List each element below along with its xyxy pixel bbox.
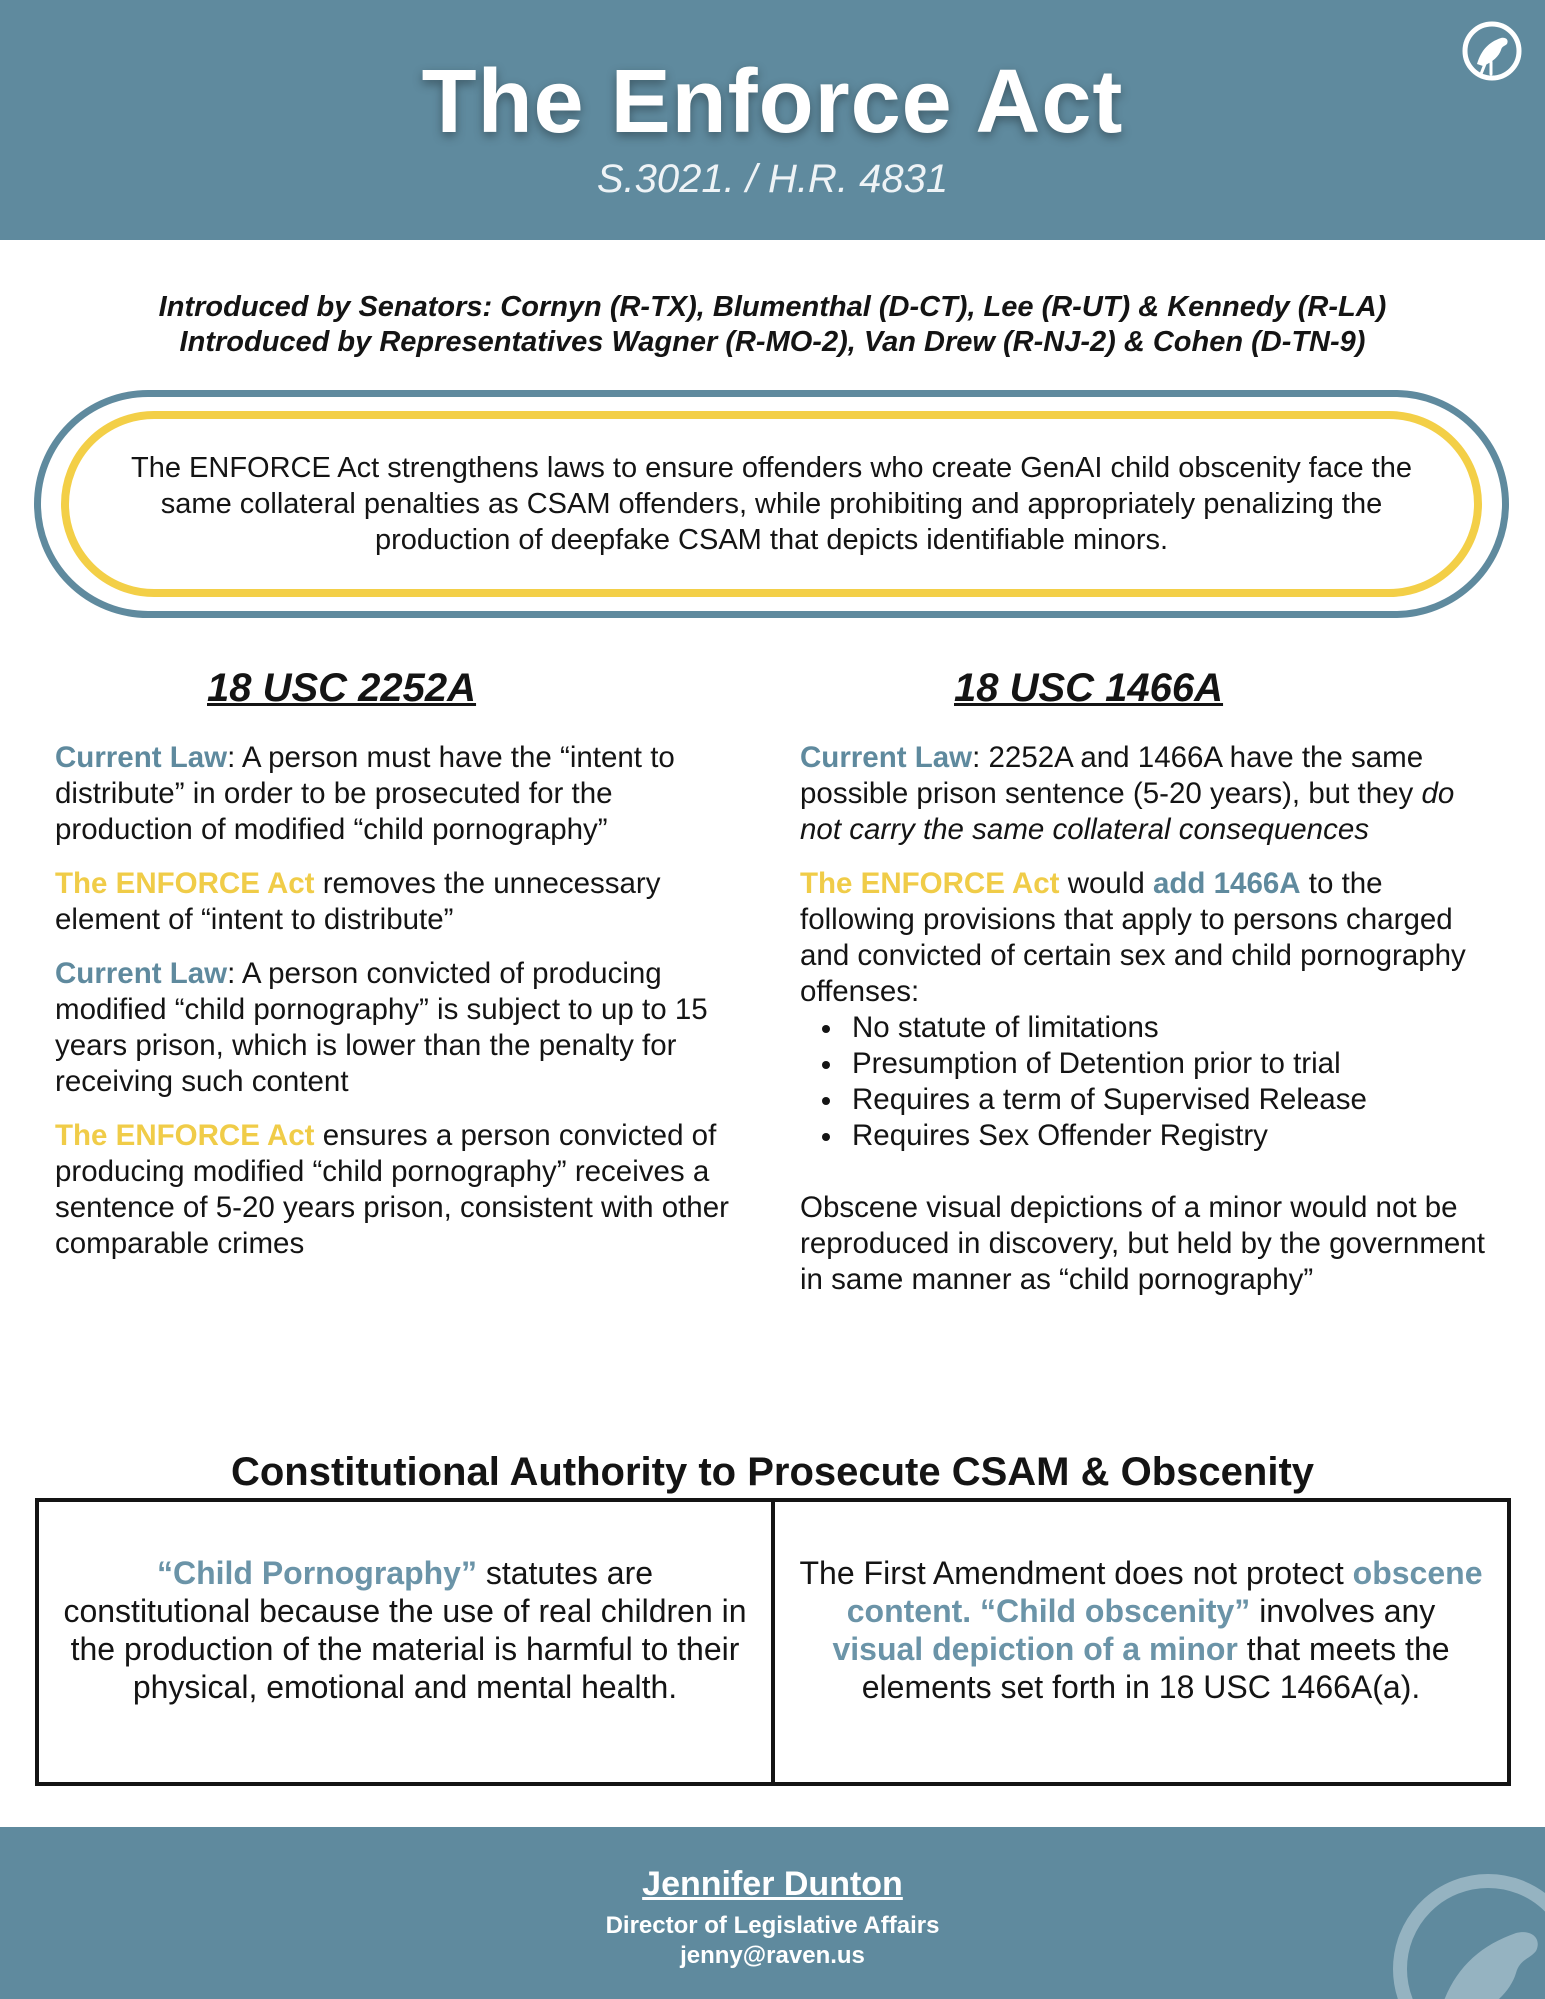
constitutional-authority-table: [35, 1498, 1511, 1786]
child-pornography-cell: [39, 1502, 771, 1782]
first-amendment-text: [799, 1554, 1483, 1706]
enforce-act-label: The ENFORCE Act: [55, 1119, 315, 1152]
sponsors: [0, 290, 1545, 360]
child-pornography-emphasis: “Child Pornography”: [156, 1555, 477, 1591]
list-item: No statute of limitations: [852, 1010, 1500, 1046]
provisions-list: [800, 1010, 1500, 1154]
contact-role: Director of Legislative Affairs: [605, 1912, 940, 1939]
add-1466a-emphasis: add 1466A: [1153, 867, 1301, 900]
right-p2-mid: would: [1059, 867, 1153, 900]
summary-text: The ENFORCE Act strengthens laws to ensure offenders who create GenAI child obscenity face the same collateral penalties as CSAM offenders, while prohibiting and appropriately penalizing the production of deepfake CSAM that depicts identifiable minors.: [131, 452, 1412, 556]
right-current-law: [800, 740, 1500, 848]
left-p4-text: ensures a person convicted of producing modified “child pornography” receives a sentence of 5-20 years prison, consistent with other comparable crimes: [55, 1119, 729, 1260]
left-p2-text: removes the unnecessary element of “intent to distribute”: [55, 867, 661, 936]
left-p1-text: : A person must have the “intent to distribute” in order to be prosecuted for the production of modified “child pornography”: [55, 741, 675, 846]
left-current-law-1: [55, 740, 755, 848]
right-p1-italic: do not carry the same collateral consequences: [800, 777, 1455, 846]
first-amendment-body-1: The First Amendment does not protect: [799, 1555, 1353, 1591]
page-footer: [0, 1827, 1545, 1999]
left-column-heading: 18 USC 2252A: [207, 666, 477, 710]
senators-line: Introduced by Senators: Cornyn (R-TX), Blumenthal (D-CT), Lee (R-UT) & Kennedy (R-LA): [158, 291, 1387, 323]
representatives-line: Introduced by Representatives Wagner (R-MO-2), Van Drew (R-NJ-2) & Cohen (D-TN-9): [179, 326, 1366, 358]
summary-inner-box: [61, 411, 1482, 597]
first-amendment-body-2: involves any: [1250, 1593, 1436, 1629]
visual-depiction-emphasis: visual depiction of a minor: [832, 1631, 1238, 1667]
list-item: Presumption of Detention prior to trial: [852, 1046, 1500, 1082]
right-column: [800, 662, 1500, 1298]
right-enforce: [800, 866, 1500, 1010]
left-enforce-1: [55, 866, 755, 938]
right-discovery-text: Obscene visual depictions of a minor would not be reproduced in discovery, but held by the government in same manner as “child pornography”: [800, 1191, 1485, 1296]
enforce-act-label: The ENFORCE Act: [800, 867, 1060, 900]
first-amendment-cell: [771, 1502, 1507, 1782]
left-enforce-2: [55, 1118, 755, 1262]
contact-email[interactable]: jenny@raven.us: [680, 1942, 865, 1969]
right-p1-text: : 2252A and 1466A have the same possible prison sentence (5-20 years), but they: [800, 741, 1424, 810]
summary-box: [34, 390, 1509, 618]
page-header: [0, 0, 1545, 240]
raven-watermark-icon: [1388, 1869, 1545, 1999]
child-pornography-text: [63, 1554, 747, 1706]
contact-name[interactable]: Jennifer Dunton: [642, 1865, 903, 1903]
bill-numbers: S.3021. / H.R. 4831: [596, 157, 949, 201]
current-law-label: Current Law: [55, 741, 228, 774]
child-pornography-body: statutes are constitutional because the use of real children in the production of the material is harmful to their physical, emotional and mental health.: [63, 1555, 747, 1705]
list-item: Requires a term of Supervised Release: [852, 1082, 1500, 1118]
page-title: The Enforce Act: [421, 52, 1124, 152]
constitutional-authority-title: Constitutional Authority to Prosecute CSAM & Obscenity: [230, 1450, 1315, 1494]
left-current-law-2: [55, 956, 755, 1100]
list-item: Requires Sex Offender Registry: [852, 1118, 1500, 1154]
first-amendment-body-3: that meets the elements set forth in 18 USC 1466A(a).: [861, 1631, 1450, 1705]
obscene-content-emphasis: obscene content. “Child obscenity”: [846, 1555, 1483, 1629]
current-law-label: Current Law: [55, 957, 228, 990]
raven-logo-icon: [1461, 20, 1523, 82]
left-p3-text: : A person convicted of producing modified “child pornography” is subject to up to 15 years prison, which is lower than the penalty for receiving such content: [55, 957, 708, 1098]
right-p2-text: to the following provisions that apply to persons charged and convicted of certain sex and child pornography offenses:: [800, 867, 1466, 1008]
left-column: [55, 662, 755, 1262]
right-column-heading: 18 USC 1466A: [954, 666, 1224, 710]
current-law-label: Current Law: [800, 741, 973, 774]
enforce-act-label: The ENFORCE Act: [55, 867, 315, 900]
